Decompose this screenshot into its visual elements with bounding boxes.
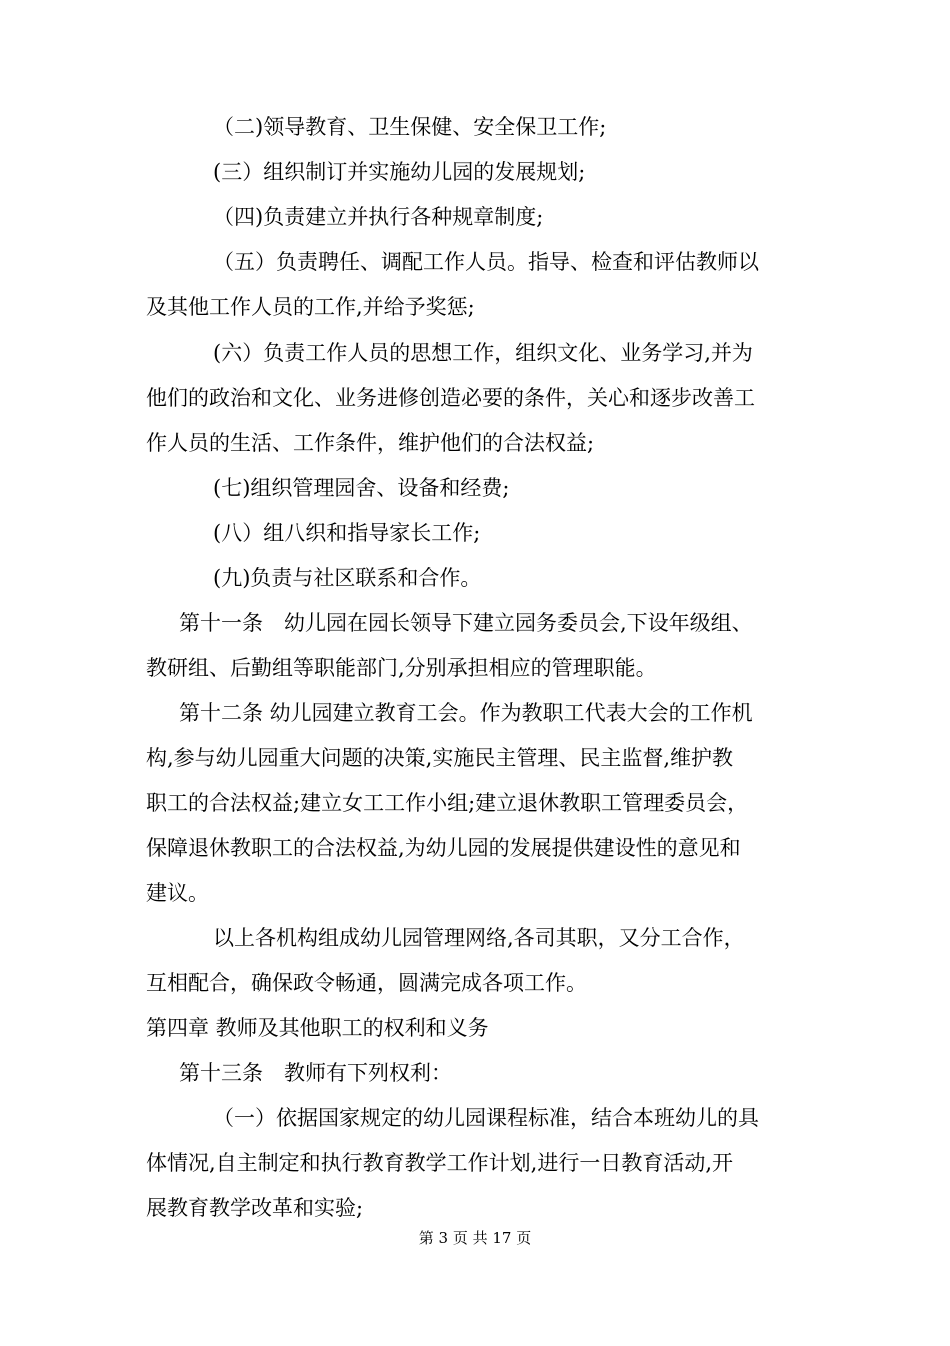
text-line: 建议。: [146, 881, 209, 905]
text-line: (三）组织制订并实施幼儿园的发展规划;: [213, 160, 586, 184]
text-line: 以上各机构组成幼儿园管理网络,各司其职，又分工合作，: [213, 926, 745, 950]
text-line: 保障退休教职工的合法权益,为幼儿园的发展提供建设性的意见和: [146, 836, 741, 860]
chapter-heading: 第四章 教师及其他职工的权利和义务: [146, 1016, 489, 1040]
text-line: 构,参与幼儿园重大问题的决策,实施民主管理、民主监督,维护教: [146, 746, 734, 770]
text-line: 第十一条 幼儿园在园长领导下建立园务委员会,下设年级组、: [179, 611, 753, 635]
text-line: 互相配合，确保政令畅通，圆满完成各项工作。: [146, 971, 587, 995]
text-line: （一）依据国家规定的幼儿园课程标准，结合本班幼儿的具: [213, 1106, 759, 1130]
text-line: (七)组织管理园舍、设备和经费;: [213, 476, 510, 500]
page-number-footer: 第 3 页 共 17 页: [418, 1229, 532, 1247]
text-line: (九)负责与社区联系和合作。: [213, 566, 482, 590]
text-line: (八）组八织和指导家长工作;: [213, 521, 481, 545]
text-line: 体情况,自主制定和执行教育教学工作计划,进行一日教育活动,开: [146, 1151, 734, 1175]
text-line: 教研组、后勤组等职能部门,分别承担相应的管理职能。: [146, 656, 657, 680]
text-line: 他们的政治和文化、业务进修创造必要的条件，关心和逐步改善工: [146, 386, 755, 410]
text-line: （二)领导教育、卫生保健、安全保卫工作;: [213, 115, 607, 139]
text-line: 第十二条 幼儿园建立教育工会。作为教职工代表大会的工作机: [179, 701, 753, 725]
text-line: (六）负责工作人员的思想工作，组织文化、业务学习,并为: [213, 341, 753, 365]
text-line: 职工的合法权益;建立女工工作小组;建立退休教职工管理委员会，: [146, 791, 749, 815]
text-line: 及其他工作人员的工作,并给予奖惩;: [146, 295, 475, 319]
text-line: （五）负责聘任、调配工作人员。指导、检查和评估教师以: [213, 250, 759, 274]
text-line: （四)负责建立并执行各种规章制度;: [213, 205, 544, 229]
text-line: 展教育教学改革和实验;: [146, 1196, 364, 1220]
text-line: 作人员的生活、工作条件，维护他们的合法权益;: [146, 431, 595, 455]
text-line: 第十三条 教师有下列权利：: [179, 1061, 452, 1085]
